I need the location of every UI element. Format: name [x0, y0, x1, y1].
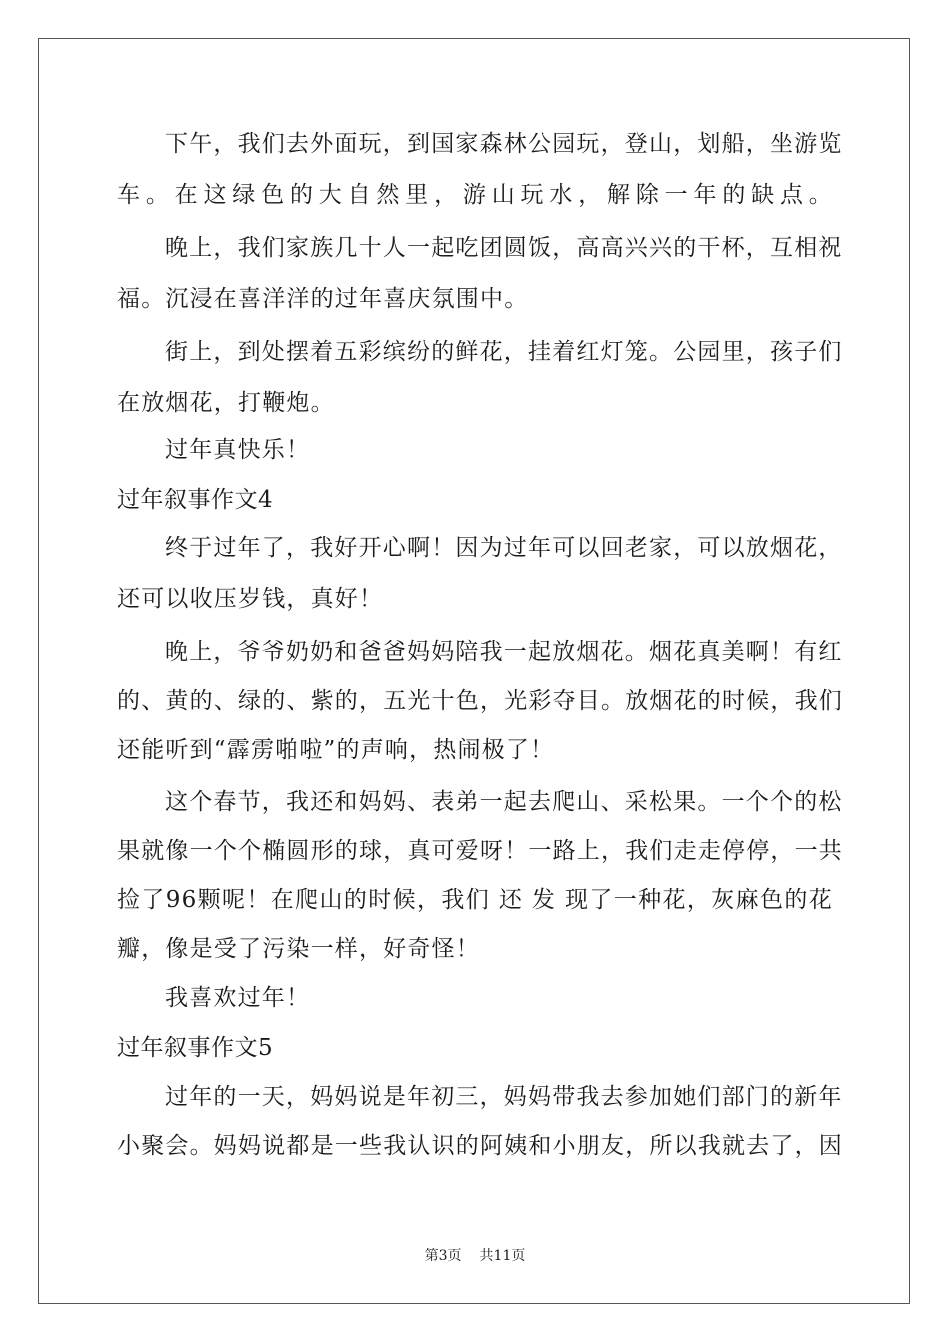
paragraph-line: 下午，我们去外面玩，到国家森林公园玩，登山，划船，坐游览 — [165, 131, 843, 157]
paragraph-line: 果就像一个个椭圆形的球，真可爱呀！一路上，我们走走停停，一共 — [117, 838, 843, 864]
paragraph-line: 瓣，像是受了污染一样，好奇怪！ — [117, 936, 480, 962]
section-heading: 过年叙事作文5 — [117, 1035, 274, 1061]
paragraph-line: 福。沉浸在喜洋洋的过年喜庆氛围中。 — [117, 286, 529, 312]
page-total: 共11页 — [479, 1248, 526, 1264]
paragraph-line: 晚上，我们家族几十人一起吃团圆饭，高高兴兴的干杯，互相祝 — [165, 235, 843, 261]
paragraph-line: 终于过年了，我好开心啊！因为过年可以回老家，可以放烟花， — [165, 535, 843, 561]
page-number: 第3页 — [424, 1248, 462, 1264]
paragraph-line: 捡了96颗呢！在爬山的时候，我们 还 发 现了一种花，灰麻色的花 — [117, 887, 833, 913]
paragraph-line: 小聚会。妈妈说都是一些我认识的阿姨和小朋友，所以我就去了，因 — [117, 1133, 843, 1159]
paragraph-line: 的、黄的、绿的、紫的，五光十色，光彩夺目。放烟花的时候，我们 — [117, 688, 843, 714]
page-footer — [0, 1246, 950, 1266]
paragraph-line: 晚上，爷爷奶奶和爸爸妈妈陪我一起放烟花。烟花真美啊！有红 — [165, 639, 843, 665]
paragraph-line: 这个春节，我还和妈妈、表弟一起去爬山、采松果。一个个的松 — [165, 789, 843, 815]
paragraph-line: 过年真快乐！ — [165, 437, 311, 463]
paragraph-line: 还可以收压岁钱，真好！ — [117, 586, 384, 612]
paragraph-line: 在放烟花，打鞭炮。 — [117, 390, 335, 416]
paragraph-line: 我喜欢过年！ — [165, 985, 311, 1011]
paragraph-line: 还能听到“霹雳啪啦”的声响，热闹极了！ — [117, 737, 555, 763]
paragraph-line: 过年的一天，妈妈说是年初三，妈妈带我去参加她们部门的新年 — [165, 1084, 843, 1110]
paragraph-line: 车。在这绿色的大自然里，游山玩水，解除一年的缺点。 — [117, 182, 833, 208]
paragraph-line: 街上，到处摆着五彩缤纷的鲜花，挂着红灯笼。公园里，孩子们 — [165, 339, 843, 365]
section-heading: 过年叙事作文4 — [117, 487, 274, 513]
